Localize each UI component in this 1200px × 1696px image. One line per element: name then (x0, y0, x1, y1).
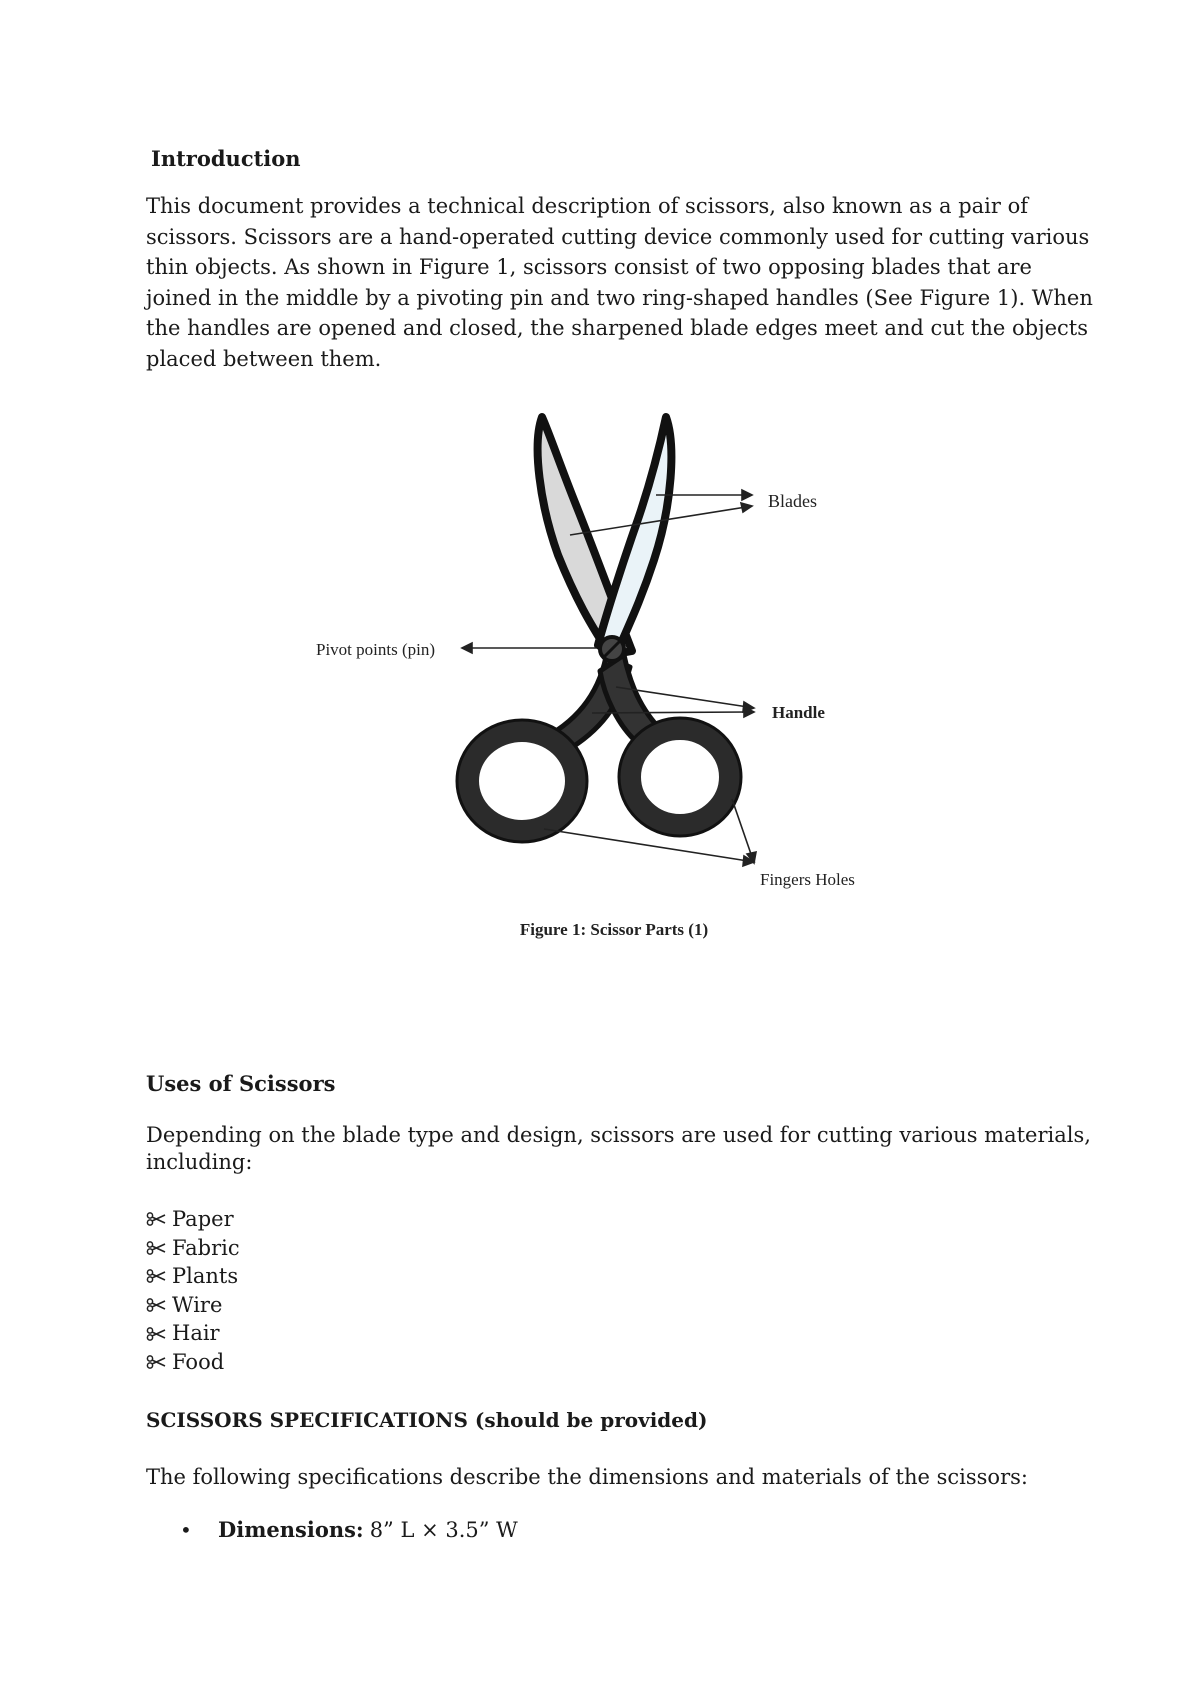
dimensions-bullet (180, 1517, 518, 1542)
pivot-label: Pivot points (pin) (316, 640, 436, 659)
scissors-bullet-icon (146, 1269, 168, 1283)
bullet-icon: • (180, 1518, 192, 1542)
dimensions-label: Dimensions: (218, 1517, 364, 1542)
scissors-bullet-icon (146, 1241, 168, 1255)
uses-list-item (146, 1319, 240, 1348)
scissors-bullet-icon (146, 1298, 168, 1312)
scissor-parts-figure (300, 405, 900, 945)
finger-holes-label: Fingers Holes (760, 870, 855, 889)
uses-paragraph: Depending on the blade type and design, scissors are used for cutting various materials, including: (146, 1123, 1091, 1174)
uses-heading: Uses of Scissors (146, 1071, 336, 1096)
uses-list-item (146, 1262, 240, 1291)
uses-list-item-label: Food (172, 1349, 225, 1374)
introduction-paragraph: This document provides a technical description of scissors, also known as a pair of scissors. Scissors are a hand-operated cutting device commonly used for cutting various thin objects. As shown in Figure 1, scissors consist of two opposing blades that are joined in the middle by a pivoting pin and two ring-shaped handles (See Figure 1). When the handles are opened and closed, the sharpened blade edges meet and cut the objects placed between them. (146, 194, 1093, 371)
blades-label: Blades (768, 491, 817, 511)
specifications-heading: SCISSORS SPECIFICATIONS (should be provided) (146, 1408, 708, 1432)
uses-list-item-label: Fabric (172, 1235, 240, 1260)
scissors-bullet-icon (146, 1212, 168, 1226)
dimensions-value: 8” L × 3.5” W (369, 1518, 518, 1542)
handle-label: Handle (772, 703, 825, 722)
uses-list-item-label: Hair (172, 1321, 220, 1346)
scissors-bullet-icon (146, 1355, 168, 1369)
specifications-paragraph: The following specifications describe the dimensions and materials of the scissors: (146, 1465, 1028, 1489)
uses-list-item-label: Wire (172, 1292, 223, 1317)
uses-list-item-label: Plants (172, 1264, 239, 1289)
figure-caption: Figure 1: Scissor Parts (1) (519, 920, 709, 939)
uses-list-item (146, 1205, 240, 1234)
uses-list-item (146, 1291, 240, 1320)
uses-list-item-label: Paper (172, 1207, 234, 1231)
left-finger-hole (468, 731, 576, 831)
introduction-heading: Introduction (151, 146, 301, 171)
scissors-bullet-icon (146, 1327, 168, 1341)
right-blade (598, 417, 671, 655)
right-finger-hole (630, 729, 730, 825)
uses-list-item (146, 1348, 240, 1377)
uses-list-item (146, 1234, 240, 1263)
uses-list (146, 1205, 240, 1377)
